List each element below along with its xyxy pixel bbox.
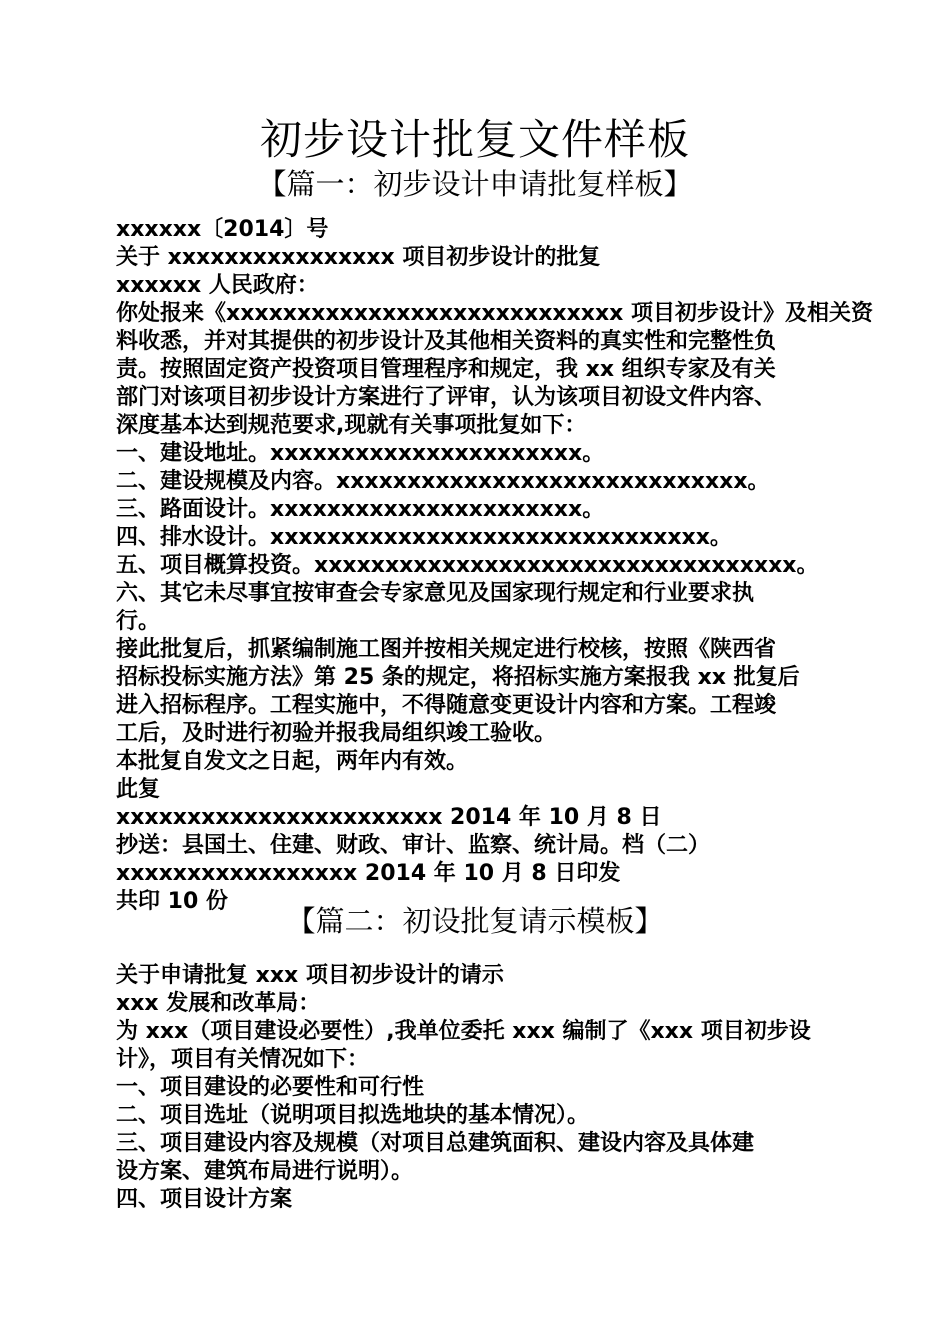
body-line: 工后，及时进行初验并报我局组织竣工验收。	[116, 721, 557, 746]
body-line: 招标投标实施方法》第 25 条的规定，将招标实施方案报我 xx 批复后	[116, 665, 800, 690]
reply-title: 关于 xxxxxxxxxxxxxxxx 项目初步设计的批复	[116, 245, 601, 270]
body-line: 深度基本达到规范要求,现就有关事项批复如下：	[116, 413, 587, 438]
list-item: 二、项目选址（说明项目拟选地块的基本情况）。	[116, 1103, 590, 1128]
request-title: 关于申请批复 xxx 项目初步设计的请示	[116, 963, 504, 988]
list-item: 六、其它未尽事宜按审查会专家意见及国家现行规定和行业要求执	[116, 581, 755, 606]
document-title: 初步设计批复文件样板	[259, 115, 690, 164]
body-line: 进入招标程序。工程实施中，不得随意变更设计内容和方案。工程竣	[116, 693, 777, 718]
list-item: 二、建设规模及内容。xxxxxxxxxxxxxxxxxxxxxxxxxxxxx。	[116, 469, 770, 494]
body-line: 计》，项目有关情况如下：	[116, 1047, 370, 1072]
doc-number: xxxxxx〔2014〕号	[116, 217, 329, 242]
list-item: 五、项目概算投资。xxxxxxxxxxxxxxxxxxxxxxxxxxxxxxxxxx。	[116, 553, 819, 578]
list-item: 一、建设地址。xxxxxxxxxxxxxxxxxxxxxx。	[116, 441, 605, 466]
date-line: xxxxxxxxxxxxxxxxxxxxxxx 2014 年 10 月 8 日	[116, 805, 662, 830]
list-item: 三、项目建设内容及规模（对项目总建筑面积、建设内容及具体建	[116, 1131, 755, 1156]
copies-line: 共印 10 份	[116, 889, 228, 914]
section1-heading: 【篇一：初步设计申请批复样板】	[257, 167, 693, 201]
list-item: 一、项目建设的必要性和可行性	[116, 1075, 425, 1100]
body-line: 部门对该项目初步设计方案进行了评审，认为该项目初设文件内容、	[116, 385, 777, 410]
recipient: xxxxxx 人民政府：	[116, 273, 319, 298]
body-line: 你处报来《xxxxxxxxxxxxxxxxxxxxxxxxxxxx 项目初步设计》及相关资	[116, 301, 873, 326]
list-item: 四、项目设计方案	[116, 1187, 293, 1212]
closing-line: 此复	[116, 777, 161, 802]
list-item: 三、路面设计。xxxxxxxxxxxxxxxxxxxxxx。	[116, 497, 605, 522]
body-line: 行。	[116, 609, 161, 634]
cc-line: 抄送：县国土、住建、财政、审计、监察、统计局。档（二）	[116, 833, 711, 858]
validity-line: 本批复自发文之日起，两年内有效。	[116, 749, 469, 774]
recipient: xxx 发展和改革局：	[116, 991, 321, 1016]
list-item: 四、排水设计。xxxxxxxxxxxxxxxxxxxxxxxxxxxxxxx。	[116, 525, 732, 550]
body-line: 接此批复后，抓紧编制施工图并按相关规定进行校核，按照《陕西省	[116, 637, 777, 662]
issue-line: xxxxxxxxxxxxxxxxx 2014 年 10 月 8 日印发	[116, 861, 621, 886]
body-line: 料收悉，并对其提供的初步设计及其他相关资料的真实性和完整性负	[116, 329, 777, 354]
body-line: 责。按照固定资产投资项目管理程序和规定，我 xx 组织专家及有关	[116, 357, 776, 382]
body-line: 设方案、建筑布局进行说明）。	[116, 1159, 414, 1184]
section2-heading: 【篇二：初设批复请示模板】	[286, 904, 664, 938]
body-line: 为 xxx（项目建设必要性）,我单位委托 xxx 编制了《xxx 项目初步设	[116, 1019, 811, 1044]
